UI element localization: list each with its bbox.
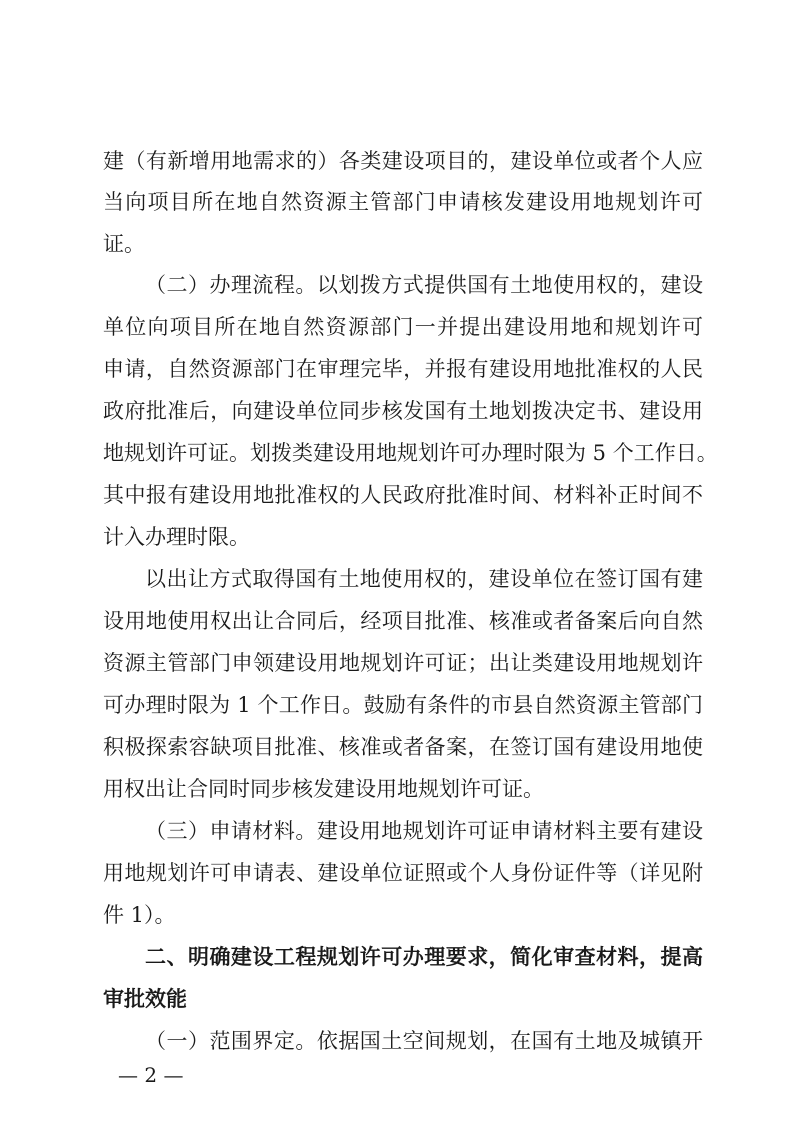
text-line: 当向项目所在地自然资源主管部门申请核发建设用地规划许可 [103,190,703,214]
text-line: （二）办理流程。以划拨方式提供国有土地使用权的，建设 [145,273,703,297]
text-line: 用权出让合同时同步核发建设用地规划许可证。 [103,777,544,801]
text-line: 用地规划许可申请表、建设单位证照或个人身份证件等（详见附 [103,861,703,885]
text-line: 件 1）。 [103,903,176,927]
text-line: 地规划许可证。划拨类建设用地规划许可办理时限为 5 个工作日。 [103,441,718,465]
text-line: （三）申请材料。建设用地规划许可证申请材料主要有建设 [145,819,703,843]
text-line: 设用地使用权出让合同后，经项目批准、核准或者备案后向自然 [103,609,703,633]
section-heading: 审批效能 [103,987,187,1011]
text-line: 申请，自然资源部门在审理完毕，并报有建设用地批准权的人民 [103,357,703,381]
text-line: 建（有新增用地需求的）各类建设项目的，建设单位或者个人应 [103,149,703,173]
section-heading: 二、明确建设工程规划许可办理要求，简化审查材料，提高 [145,945,703,969]
text-line: 积极探索容缺项目批准、核准或者备案，在签订国有建设用地使 [103,735,703,759]
text-line: 证。 [103,232,145,256]
text-line: 可办理时限为 1 个工作日。鼓励有条件的市县自然资源主管部门 [103,693,703,717]
text-line: 其中报有建设用地批准权的人民政府批准时间、材料补正时间不 [103,483,703,507]
text-line: （一）范围界定。依据国土空间规划，在国有土地及城镇开 [145,1029,703,1053]
text-line: 资源主管部门申领建设用地规划许可证；出让类建设用地规划许 [103,651,703,675]
text-line: 以出让方式取得国有土地使用权的，建设单位在签订国有建 [145,567,703,591]
text-line: 单位向项目所在地自然资源部门一并提出建设用地和规划许可 [103,315,703,339]
page-number: — 2 — [118,1063,184,1087]
text-line: 计入办理时限。 [103,525,250,549]
text-line: 政府批准后，向建设单位同步核发国有土地划拨决定书、建设用 [103,399,703,423]
